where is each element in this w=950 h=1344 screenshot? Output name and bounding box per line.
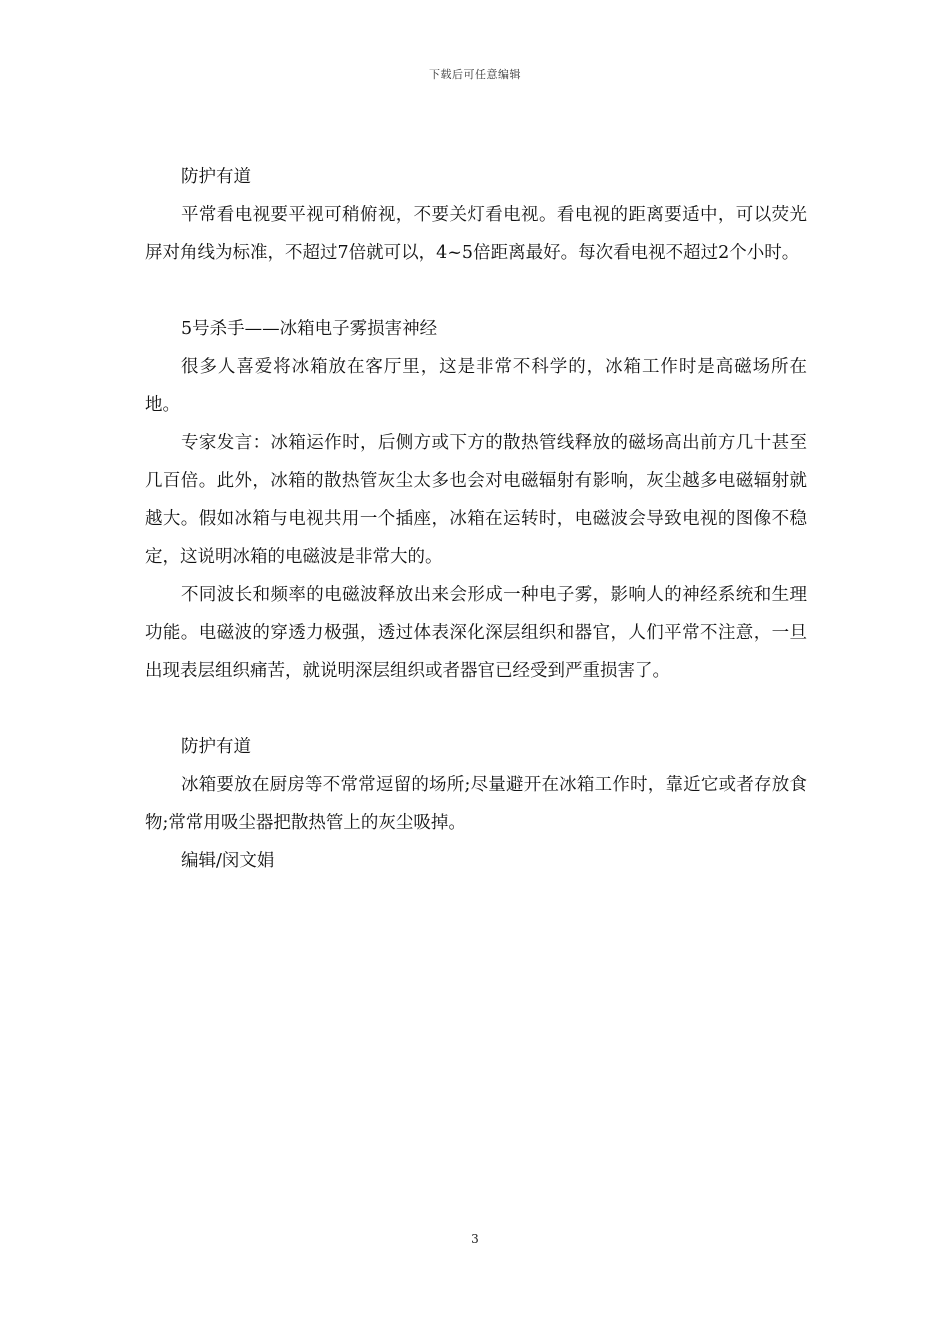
document-body (145, 158, 807, 880)
section-heading-protection-1: 防护有道 (181, 167, 251, 187)
spacer (145, 690, 807, 728)
page-header: 下载后可任意编辑 (429, 68, 521, 81)
editor-credit: 编辑/闵文娟 (181, 851, 275, 871)
spacer (145, 272, 807, 310)
paragraph-electronic-fog: 不同波长和频率的电磁波释放出来会形成一种电子雾，影响人的神经系统和生理功能。电磁波的穿透力极强，透过体表深化深层组织和器官，人们平常不注意，一旦出现表层组织痛苦，就说明深层组织或者器官已经受到严重损害了。 (145, 585, 807, 681)
section-heading-killer-5: 5号杀手——冰箱电子雾损害神经 (181, 319, 438, 339)
page-number: 3 (471, 1232, 479, 1246)
section-heading-protection-2: 防护有道 (181, 737, 251, 757)
paragraph-fridge-location: 很多人喜爱将冰箱放在客厅里，这是非常不科学的，冰箱工作时是高磁场所在地。 (145, 357, 807, 415)
paragraph-tv-advice: 平常看电视要平视可稍俯视，不要关灯看电视。看电视的距离要适中，可以荧光屏对角线为标准，不超过7倍就可以，4~5倍距离最好。每次看电视不超过2个小时。 (145, 205, 807, 263)
paragraph-expert-statement: 专家发言：冰箱运作时，后侧方或下方的散热管线释放的磁场高出前方几十甚至几百倍。此外，冰箱的散热管灰尘太多也会对电磁辐射有影响，灰尘越多电磁辐射就越大。假如冰箱与电视共用一个插座，冰箱在运转时，电磁波会导致电视的图像不稳定，这说明冰箱的电磁波是非常大的。 (145, 433, 807, 567)
paragraph-fridge-advice: 冰箱要放在厨房等不常常逗留的场所;尽量避开在冰箱工作时，靠近它或者存放食物;常常用吸尘器把散热管上的灰尘吸掉。 (145, 775, 807, 833)
